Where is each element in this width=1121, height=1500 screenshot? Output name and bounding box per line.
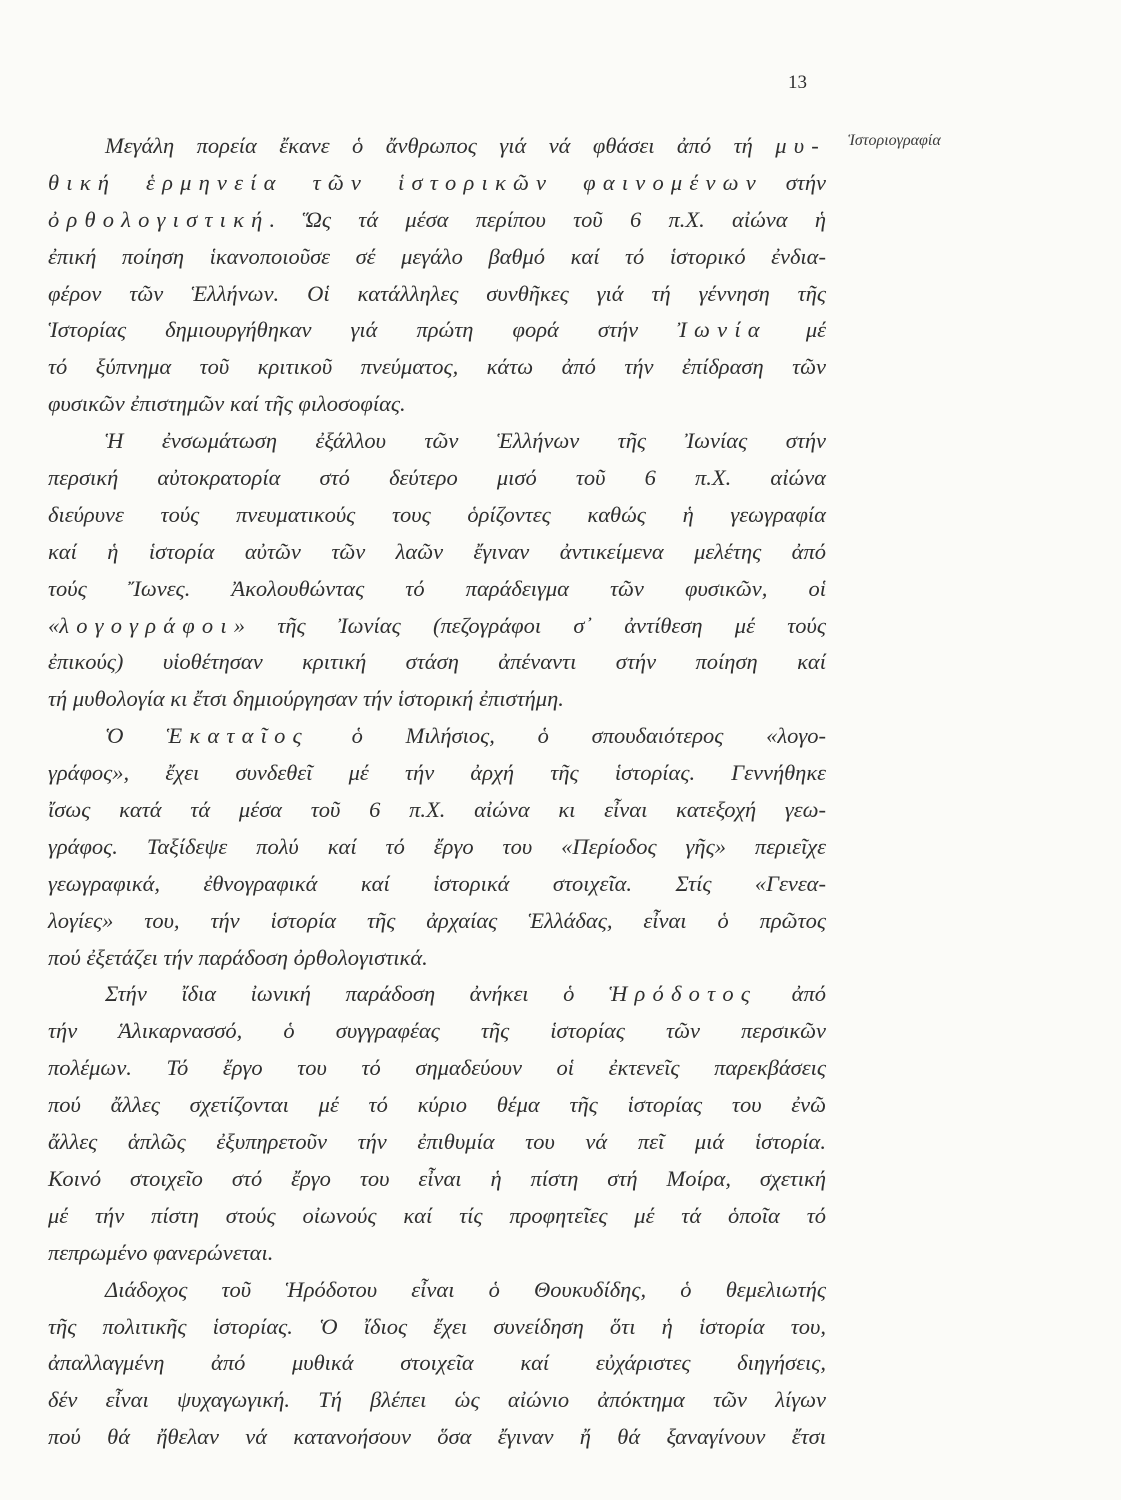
text-segment: τούς Ἴωνες. Ἀκολουθώντας τό παράδειγμα τῶν φυσικῶν, οἱ — [48, 575, 826, 601]
text-line — [48, 312, 826, 349]
text-line — [48, 755, 826, 792]
text-line — [48, 1272, 826, 1309]
text-line — [48, 128, 826, 165]
text-line — [48, 681, 826, 718]
spaced-emphasis: Ἡρόδοτος — [608, 981, 758, 1007]
text-line — [48, 1382, 826, 1419]
spaced-emphasis: θική ἑρμηνεία τῶν ἱστορικῶν φαινομένων — [48, 169, 763, 195]
paragraph — [48, 1272, 826, 1456]
text-segment: Κοινό στοιχεῖο στό ἔργο του εἶναι ἡ πίστη στή Μοίρα, σχετική — [48, 1165, 826, 1191]
page-number: 13 — [788, 72, 807, 93]
paragraph — [48, 718, 826, 976]
text-segment: ἴσως κατά τά μέσα τοῦ 6 π.Χ. αἰώνα κι εἶναι κατεξοχή γεω- — [48, 797, 826, 823]
margin-note: Ἱστοριογραφία — [848, 132, 941, 149]
spaced-emphasis: Ἰωνία — [677, 317, 767, 343]
text-line — [48, 903, 826, 940]
text-segment: τό ξύπνημα τοῦ κριτικοῦ πνεύματος, κάτω ἀπό τήν ἐπίδραση τῶν — [48, 354, 826, 380]
spaced-emphasis: λογογράφοι — [59, 612, 234, 638]
text-segment: πού ἄλλες σχετίζονται μέ τό κύριο θέμα τῆς ἱστορίας του ἐνῶ — [48, 1092, 826, 1118]
text-segment: στήν — [762, 169, 826, 195]
text-line — [48, 423, 826, 460]
text-line — [48, 1419, 826, 1456]
text-segment: φέρον τῶν Ἑλλήνων. Οἱ κατάλληλες συνθῆκες γιά τή γέννηση τῆς — [48, 280, 826, 306]
text-line — [48, 1050, 826, 1087]
text-segment: περσική αὐτοκρατορία στό δεύτερο μισό τοῦ 6 π.Χ. αἰώνα — [48, 465, 826, 491]
text-segment: ἀπό — [757, 981, 826, 1007]
text-line — [48, 534, 826, 571]
text-segment: λογίες» του, τήν ἱστορία τῆς ἀρχαίας Ἑλλάδας, εἶναι ὁ πρῶτος — [48, 907, 826, 933]
text-segment: ἐπική ποίηση ἱκανοποιοῦσε σέ μεγάλο βαθμό καί τό ἱστορικό ἐνδια- — [48, 243, 826, 269]
text-segment: τή μυθολογία κι ἔτσι δημιούργησαν τήν ἱστορική ἐπιστήμη. — [48, 686, 564, 712]
text-line — [48, 1013, 826, 1050]
text-segment: πού θά ἤθελαν νά κατανοήσουν ὅσα ἔγιναν ἤ θά ξαναγίνουν ἔτσι — [48, 1424, 826, 1450]
text-line — [48, 276, 826, 313]
text-line — [48, 608, 826, 645]
text-segment: διεύρυνε τούς πνευματικούς τους ὁρίζοντες καθώς ἡ γεωγραφία — [48, 501, 826, 527]
text-segment: ἐπικούς) υἱοθέτησαν κριτική στάση ἀπέναντι στήν ποίηση καί — [48, 649, 826, 675]
text-line — [48, 1124, 826, 1161]
text-segment: Μεγάλη πορεία ἔκανε ὁ ἄνθρωπος γιά νά φθάσει ἀπό τή — [105, 133, 776, 158]
text-segment: πού ἐξετάζει τήν παράδοση ὀρθολογιστικά. — [48, 944, 428, 970]
text-line — [48, 1161, 826, 1198]
text-line — [48, 976, 826, 1013]
text-segment: γράφος», ἔχει συνδεθεῖ μέ τήν ἀρχή τῆς ἱστορίας. Γεννήθηκε — [48, 760, 826, 786]
text-segment: τήν Ἁλικαρνασσό, ὁ συγγραφέας τῆς ἱστορίας τῶν περσικῶν — [48, 1018, 826, 1044]
text-segment: » τῆς Ἰωνίας (πεζογράφοι σ᾽ ἀντίθεση μέ τούς — [233, 612, 826, 638]
text-line — [48, 571, 826, 608]
text-line — [48, 165, 826, 202]
text-line — [48, 202, 826, 239]
text-line — [48, 866, 826, 903]
text-line — [48, 1309, 826, 1346]
text-segment: . Ὥς τά μέσα περίπου τοῦ 6 π.Χ. αἰώνα ἡ — [269, 206, 826, 232]
text-segment: ἀπαλλαγμένη ἀπό μυθικά στοιχεῖα καί εὐχάριστες διηγήσεις, — [48, 1350, 826, 1376]
text-line — [48, 1087, 826, 1124]
text-segment: μέ — [766, 317, 826, 343]
text-segment: Στήν ἴδια ἰωνική παράδοση ἀνήκει ὁ — [105, 981, 609, 1007]
paragraph — [48, 976, 826, 1271]
text-segment: γεωγραφικά, ἐθνογραφικά καί ἱστορικά στοιχεῖα. Στίς «Γενεα- — [48, 870, 826, 896]
text-line — [48, 349, 826, 386]
text-line — [48, 829, 826, 866]
spaced-emphasis: ὀρθολογιστική — [48, 206, 270, 232]
text-line — [48, 497, 826, 534]
spaced-emphasis: Ἑκαταῖος — [166, 723, 309, 749]
text-line — [48, 792, 826, 829]
text-segment: πεπρωμένο φανερώνεται. — [48, 1239, 274, 1265]
body-text — [48, 128, 826, 1456]
text-line — [48, 460, 826, 497]
text-line — [48, 1198, 826, 1235]
text-segment: πολέμων. Τό ἔργο του τό σημαδεύουν οἱ ἐκτενεῖς παρεκβάσεις — [48, 1055, 826, 1081]
text-segment: Ἡ ἐνσωμάτωση ἐξάλλου τῶν Ἑλλήνων τῆς Ἰωνίας στήν — [105, 428, 826, 454]
text-segment: ἄλλες ἁπλῶς ἐξυπηρετοῦν τήν ἐπιθυμία του νά πεῖ μιά ἱστορία. — [48, 1129, 826, 1155]
text-segment: φυσικῶν ἐπιστημῶν καί τῆς φιλοσοφίας. — [48, 391, 406, 417]
text-segment: ὁ Μιλήσιος, ὁ σπουδαιότερος «λογο- — [308, 723, 827, 749]
paragraph — [48, 423, 826, 718]
text-line — [48, 239, 826, 276]
text-line — [48, 386, 826, 423]
text-segment: δέν εἶναι ψυχαγωγική. Τή βλέπει ὡς αἰώνιο ἀπόκτημα τῶν λίγων — [48, 1387, 826, 1413]
text-segment: καί ἡ ἱστορία αὐτῶν τῶν λαῶν ἔγιναν ἀντικείμενα μελέτης ἀπό — [48, 538, 826, 564]
text-line — [48, 940, 826, 977]
text-segment: Ὁ — [105, 723, 167, 749]
text-segment: τῆς πολιτικῆς ἱστορίας. Ὁ ἴδιος ἔχει συνείδηση ὅτι ἡ ἱστορία του, — [48, 1313, 826, 1339]
text-line — [48, 1345, 826, 1382]
spaced-emphasis: μυ- — [775, 133, 826, 158]
text-segment: γράφος. Ταξίδεψε πολύ καί τό ἔργο του «Περίοδος γῆς» περιεῖχε — [48, 833, 826, 859]
text-line — [48, 644, 826, 681]
text-segment: μέ τήν πίστη στούς οἰωνούς καί τίς προφητεῖες μέ τά ὁποῖα τό — [48, 1202, 826, 1228]
paragraph — [48, 128, 826, 423]
text-line — [48, 718, 826, 755]
text-segment: Ἱστορίας δημιουργήθηκαν γιά πρώτη φορά στήν — [48, 317, 678, 343]
text-line — [48, 1235, 826, 1272]
text-segment: « — [48, 612, 60, 638]
text-segment: Διάδοχος τοῦ Ἡρόδοτου εἶναι ὁ Θουκυδίδης, ὁ θεμελιωτής — [105, 1276, 826, 1302]
